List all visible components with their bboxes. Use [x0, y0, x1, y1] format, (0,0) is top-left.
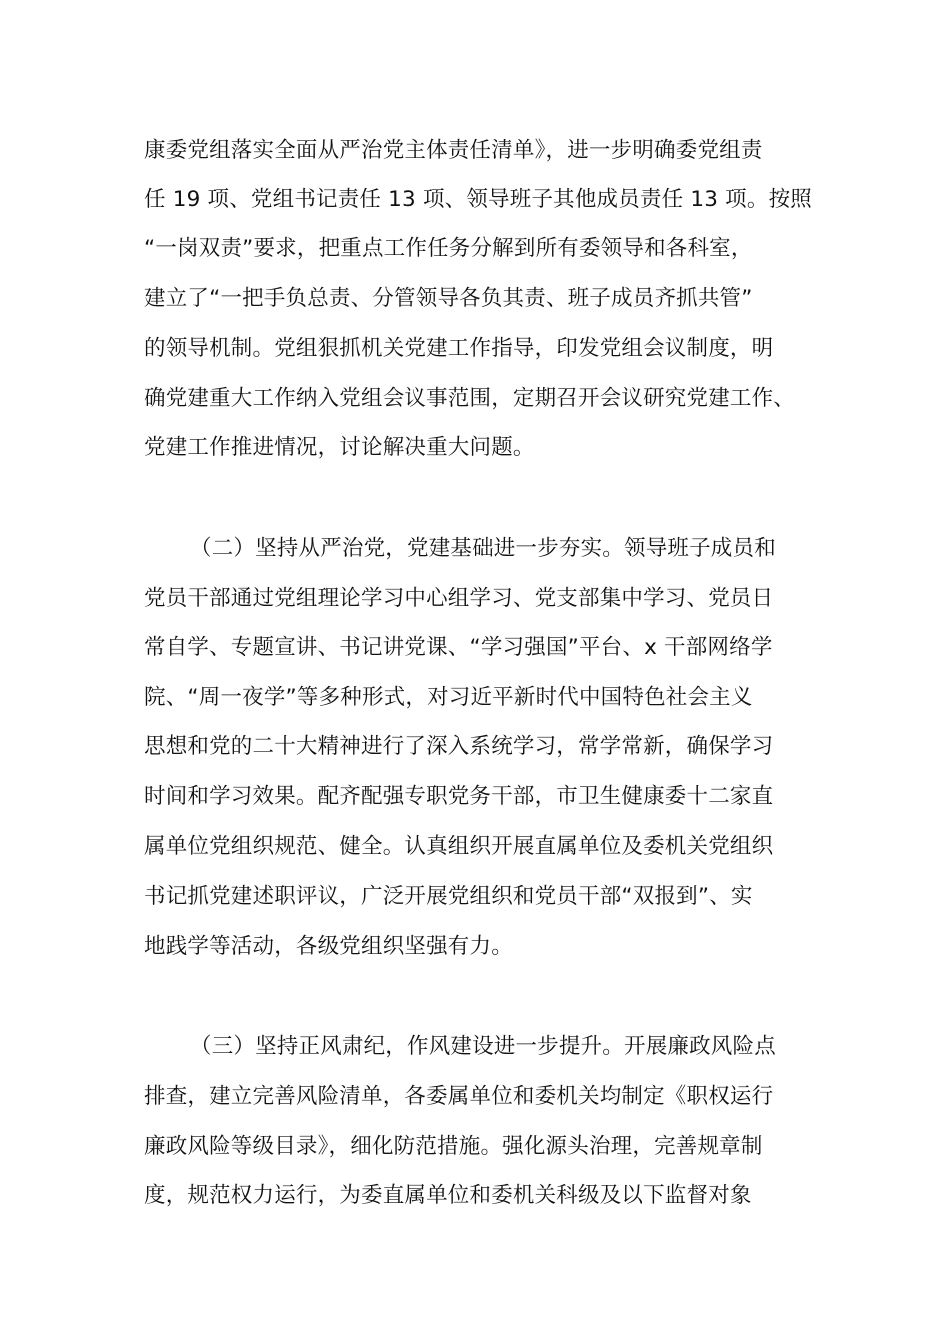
paragraph-2-line-9: 地践学等活动，各级党组织坚强有力。	[144, 934, 513, 959]
paragraph-1-line-5: 的领导机制。党组狠抓机关党建工作指导，印发党组会议制度，明	[144, 336, 774, 361]
paragraph-1-line-4: 建立了“一把手负总责、分管领导各负其责、班子成员齐抓共管”	[144, 286, 753, 311]
paragraph-1-line-3: “一岗双责”要求，把重点工作任务分解到所有委领导和各科室，	[144, 236, 753, 261]
paragraph-3-line-1: （三）坚持正风肃纪，作风建设进一步提升。开展廉政风险点	[190, 1034, 776, 1059]
paragraph-2-line-1: （二）坚持从严治党，党建基础进一步夯实。领导班子成员和	[190, 536, 776, 561]
paragraph-2-line-3: 常自学、专题宣讲、书记讲党课、“学习强国”平台、x 干部网络学	[144, 635, 773, 660]
paragraph-1-line-7: 党建工作推进情况，讨论解决重大问题。	[144, 435, 535, 460]
paragraph-1-line-1: 康委党组落实全面从严治党主体责任清单》，进一步明确委党组责	[144, 138, 763, 163]
paragraph-3-line-4: 度，规范权力运行，为委直属单位和委机关科级及以下监督对象	[144, 1183, 752, 1208]
paragraph-3-line-2: 排查，建立完善风险清单，各委属单位和委机关均制定《职权运行	[144, 1084, 774, 1109]
paragraph-1-line-6: 确党建重大工作纳入党组会议事范围，定期召开会议研究党建工作、	[144, 386, 796, 411]
paragraph-3-line-3: 廉政风险等级目录》，细化防范措施。强化源头治理，完善规章制	[144, 1134, 763, 1159]
paragraph-2-line-8: 书记抓党建述职评议，广泛开展党组织和党员干部“双报到”、实	[144, 884, 753, 909]
paragraph-1-line-2: 任 19 项、党组书记责任 13 项、领导班子其他成员责任 13 项。按照	[144, 187, 812, 212]
paragraph-2-line-4: 院、“周一夜学”等多种形式，对习近平新时代中国特色社会主义	[144, 685, 753, 710]
paragraph-2-line-7: 属单位党组织规范、健全。认真组织开展直属单位及委机关党组织	[144, 834, 774, 859]
paragraph-2-line-6: 时间和学习效果。配齐配强专职党务干部，市卫生健康委十二家直	[144, 784, 774, 809]
paragraph-2-line-2: 党员干部通过党组理论学习中心组学习、党支部集中学习、党员日	[144, 586, 774, 611]
paragraph-2-line-5: 思想和党的二十大精神进行了深入系统学习，常学常新，确保学习	[144, 734, 774, 759]
